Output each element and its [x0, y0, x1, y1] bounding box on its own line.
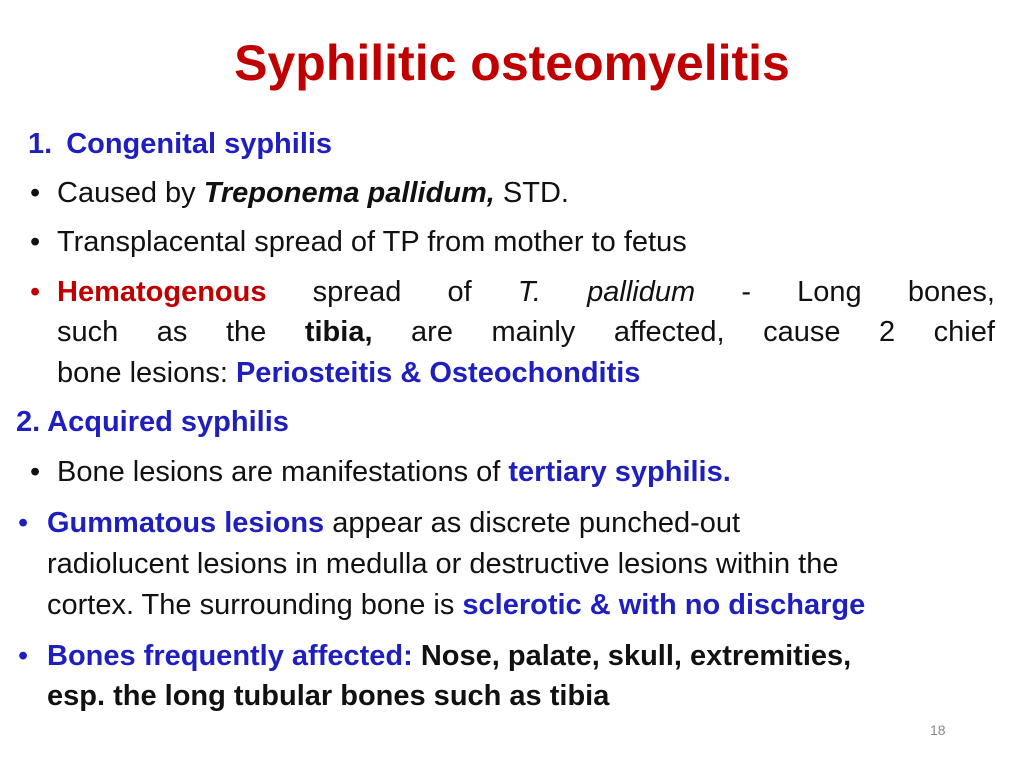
word: the: [225, 316, 267, 348]
word: 2: [879, 316, 896, 348]
hematogenous-term: Hematogenous: [57, 276, 267, 308]
tertiary-syphilis-term: tertiary syphilis.: [508, 456, 731, 488]
word: are: [411, 316, 453, 348]
std-text: STD.: [494, 177, 569, 209]
text: appear as discrete punched-out: [324, 507, 741, 539]
bullet-tertiary: [57, 452, 731, 492]
bullet-marker: •: [30, 456, 41, 488]
word: cause: [763, 316, 841, 348]
bullet-marker: •: [30, 226, 41, 258]
sclerotic-term: sclerotic & with no discharge: [462, 589, 866, 621]
bones-list: Nose, palate, skull, extremities,: [412, 640, 852, 672]
word: T.: [517, 276, 541, 308]
word: chief: [933, 316, 995, 348]
bullet-caused-by: [57, 173, 569, 213]
gummatous-term: Gummatous lesions: [47, 507, 325, 539]
word: bones,: [907, 276, 995, 308]
bullet-gummatous-line-1: [47, 503, 740, 543]
bullet-marker: •: [18, 507, 29, 539]
word: as: [156, 316, 188, 348]
bullet-marker: •: [18, 640, 29, 672]
bullet-hematogenous-line-1: [57, 272, 995, 312]
bone-lesions-manifest-text: Bone lesions are manifestations of: [57, 456, 509, 488]
tibia-term: tibia,: [304, 316, 373, 348]
periosteitis-term: Periosteitis & Osteochonditis: [235, 357, 641, 389]
bullet-hematogenous-line-2: [57, 312, 995, 352]
bullet-bones-affected-line-1: [47, 636, 851, 676]
word: Long: [797, 276, 862, 308]
treponema-pallidum: Treponema pallidum,: [203, 177, 495, 209]
text: cortex. The surrounding bone is: [47, 589, 463, 621]
section-1-heading: [28, 124, 332, 164]
word: such: [57, 316, 119, 348]
bullet-gummatous-line-3: [47, 585, 865, 625]
bullet-gummatous-line-2: radiolucent lesions in medulla or destructive lesions within the: [47, 548, 839, 580]
section-2-heading: 2. Acquired syphilis: [16, 406, 289, 438]
bone-lesions-text: bone lesions:: [57, 357, 236, 389]
bullet-marker: •: [30, 276, 41, 308]
word: -: [741, 276, 751, 308]
section-1-title: Congenital syphilis: [66, 128, 333, 160]
word: spread: [312, 276, 402, 308]
word: affected,: [613, 316, 725, 348]
slide-title: Syphilitic osteomyelitis: [234, 35, 790, 91]
bullet-marker: •: [30, 177, 41, 209]
word: pallidum: [587, 276, 696, 308]
section-1-number: 1.: [28, 128, 53, 160]
bullet-hematogenous-line-3: [57, 353, 640, 393]
word: of: [447, 276, 472, 308]
caused-by-text: Caused by: [57, 177, 204, 209]
bullet-transplacental: Transplacental spread of TP from mother to fetus: [57, 226, 687, 258]
bones-affected-term: Bones frequently affected:: [47, 640, 413, 672]
slide-number: 18: [930, 722, 946, 738]
word: mainly: [491, 316, 576, 348]
bullet-bones-affected-line-2: esp. the long tubular bones such as tibia: [47, 680, 610, 712]
